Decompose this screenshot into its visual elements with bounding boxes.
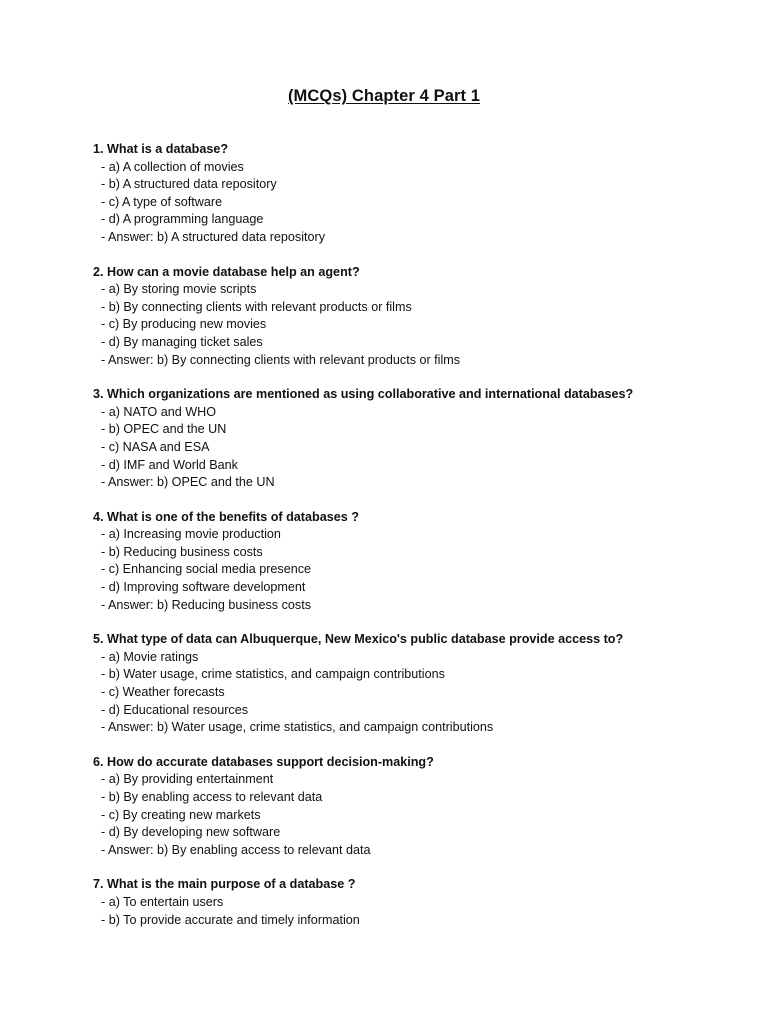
option-d: - d) IMF and World Bank <box>101 457 238 472</box>
option-a: - a) Movie ratings <box>101 649 199 664</box>
option-c: - c) Enhancing social media presence <box>101 562 312 577</box>
answer-line: - Answer: b) By enabling access to relevant data <box>101 842 371 857</box>
option-d: - d) A programming language <box>101 212 264 227</box>
question-text: 4. What is one of the benefits of databases ? <box>93 509 359 524</box>
option-a: - a) NATO and WHO <box>101 404 216 419</box>
answer-line: - Answer: b) OPEC and the UN <box>101 475 275 490</box>
question-text: 1. What is a database? <box>93 142 229 156</box>
page-title: (MCQs) Chapter 4 Part 1 <box>287 87 481 105</box>
option-d: - d) By managing ticket sales <box>101 334 263 349</box>
question-5 <box>93 631 733 737</box>
question-3 <box>93 386 733 492</box>
option-c: - c) A type of software <box>101 194 223 209</box>
option-b: - b) To provide accurate and timely information <box>101 912 360 927</box>
option-b: - b) By enabling access to relevant data <box>101 790 323 804</box>
answer-line: - Answer: b) Reducing business costs <box>101 597 311 612</box>
option-a: - a) To entertain users <box>101 894 224 909</box>
option-a: - a) By providing entertainment <box>101 772 274 787</box>
question-text: 7. What is the main purpose of a database ? <box>93 877 356 892</box>
option-d: - d) By developing new software <box>101 825 281 840</box>
question-text: 3. Which organizations are mentioned as using collaborative and international databases? <box>93 387 634 402</box>
option-c: - c) NASA and ESA <box>101 439 210 454</box>
option-b: - b) A structured data repository <box>101 177 277 192</box>
question-6 <box>93 754 733 860</box>
question-2 <box>93 264 733 370</box>
answer-line: - Answer: b) Water usage, crime statistics, and campaign contributions <box>101 720 494 735</box>
question-text: 2. How can a movie database help an agent? <box>93 264 360 279</box>
option-d: - d) Improving software development <box>101 580 306 595</box>
question-4 <box>93 509 733 615</box>
option-a: - a) A collection of movies <box>101 159 244 174</box>
answer-line: - Answer: b) By connecting clients with relevant products or films <box>101 352 461 367</box>
answer-line: - Answer: b) A structured data repository <box>101 229 325 244</box>
option-b: - b) OPEC and the UN <box>101 422 227 437</box>
option-c: - c) By creating new markets <box>101 807 261 822</box>
option-b: - b) By connecting clients with relevant products or films <box>101 299 412 314</box>
option-a: - a) By storing movie scripts <box>101 282 257 297</box>
option-c: - c) By producing new movies <box>101 317 267 332</box>
option-a: - a) Increasing movie production <box>101 527 281 542</box>
option-b: - b) Water usage, crime statistics, and campaign contributions <box>101 667 445 682</box>
question-7 <box>93 876 733 929</box>
question-text: 5. What type of data can Albuquerque, New Mexico's public database provide access to? <box>93 632 624 647</box>
option-c: - c) Weather forecasts <box>101 685 225 700</box>
question-1 <box>93 141 733 247</box>
question-list <box>93 141 733 946</box>
option-b: - b) Reducing business costs <box>101 544 263 559</box>
option-d: - d) Educational resources <box>101 702 248 717</box>
question-text: 6. How do accurate databases support decision-making? <box>93 754 434 769</box>
